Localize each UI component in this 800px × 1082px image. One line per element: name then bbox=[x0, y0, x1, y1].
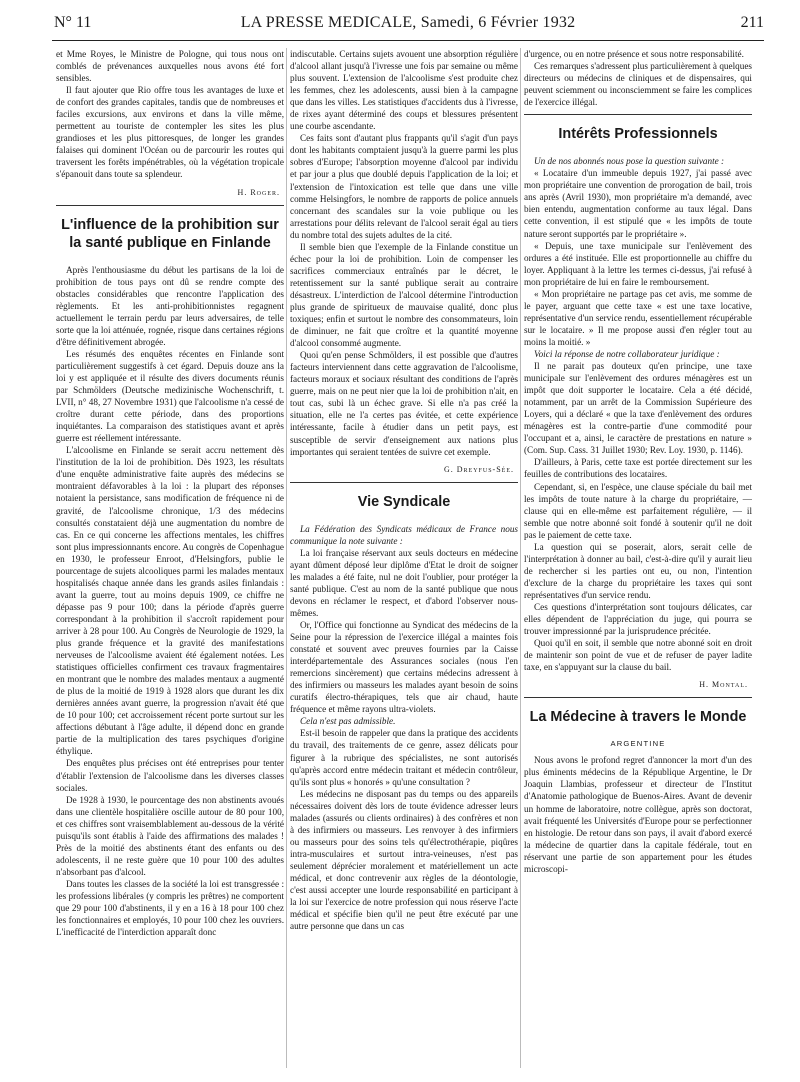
paragraph: Quoi qu'il en soit, il semble que notre abonné soit en droit de maintenir son point de vue et de refuser de payer ladite taxe, en s'appuyant sur la clause du bail. bbox=[524, 638, 752, 673]
paragraph: Nous avons le profond regret d'annoncer la mort d'un des plus éminents médecins de la République Argentine, le Dr Joaquin Llambias, professeur et directeur de l'Institut d'Anatomie pathologique de Buenos-Aires. Avant de devenir un homme de laboratoire, notre collègue, après son doctorat, avait fréquenté les Universités d'Europe pour se perfectionner en histologie. De retour dans son pays, il avait d'abord exercé la médecine de quartier dans la capitale fédérale, tout en réservant une partie de son appartement pour les études microscopi- bbox=[524, 755, 752, 874]
paragraph: Ces questions d'interprétation sont toujours délicates, car elles dépendent de l'appréciation du juge, qui pourra se trouver impressionné par la jurisprudence précitée. bbox=[524, 601, 752, 637]
paragraph: « Depuis, une taxe municipale sur l'enlèvement des ordures a été instituée. Elle est proportionnelle au chiffre du loyer. Appliquant à la lettre les termes ci-dessus, j'ai refusé à mon propriétaire de lui en faire le remboursement. bbox=[524, 240, 752, 287]
column-divider bbox=[286, 48, 287, 1068]
page-number: 211 bbox=[740, 14, 764, 31]
paragraph: Des enquêtes plus précises ont été entreprises pour tenter d'établir l'extension de l'alcoolisme dans les diverses classes sociales. bbox=[56, 758, 284, 793]
paragraph: L'alcoolisme en Finlande se serait accru nettement dès l'institution de la loi de prohibition. Dès 1923, les résultats d'une enquête administrative faite auprès des médecins se montraient défavorables à la loi : la plupart des réponses notaient la persistance, sans modification de fréquence ni de gravité, de l'alcoolisme chronique, 1/3 des médecins consultés constataient déjà une augmentation du nombre de cas. En ce qui concerne les affections mentales, les chiffres sont plus impressionnants encore. Au congrès de Copenhague en 1930, le professeur Enroot, d'Helsingfors, publie le pourcentage de sujets alcooliques parmi les malades mentaux hospitalisés chaque année dans les grands asiles finlandais : avant la guerre, tout au moins depuis 1909, ce chiffre ne dépasse pas 9 pour 100; dans la période d'après guerre correspondant à la prohibition il s'accroît rapidement pour arriver à 28 pour 100. Au Congrès de Neurologie de 1929, la plus grande fréquence et la gravité des manifestations nerveuses de l'alcoolisme avaient été également notées. Les statistiques officielles confirment ces travaux fragmentaires en montrant que le nombre des malades mentaux a augmenté de plus de la moitié de 1919 à 1928 alors que durant les dix dernières années avant guerre, la progression n'avait été que de 10 pour 100; cet accroissement récent porte surtout sur les affections débutant à l'âge adulte, il dépend donc en grande partie de la multiplication des tares psychiques d'origine éthylique. bbox=[56, 445, 284, 757]
issue-number: N° 11 bbox=[54, 14, 92, 31]
section-divider bbox=[290, 482, 518, 483]
column-1 bbox=[56, 48, 284, 1074]
paragraph: d'urgence, ou en notre présence et sous notre responsabilité. bbox=[524, 49, 744, 59]
section-divider bbox=[56, 205, 284, 206]
signature: H. Roger. bbox=[237, 187, 280, 197]
paragraph: Après l'enthousiasme du début les partisans de la loi de prohibition de tous pays ont dû se rendre compte des obstacles considérables que rencontre l'application des règlements. Et les anti-prohibitionnistes regagnent actuellement le terrain perdu par leurs adversaires, de telle sorte que la loi atténuée, rognée, risque dans certaines régions d'être définitivement abrogée. bbox=[56, 264, 284, 347]
paragraph: et Mme Royes, le Ministre de Pologne, qui tous nous ont comblés de prévenances auxquelles nous avons été fort sensibles. bbox=[56, 49, 284, 84]
paragraph: Il semble bien que l'exemple de la Finlande constitue un échec pour la loi de prohibition. Loin de compenser les sacrifices commerciaux entraînés par le décret, le retentissement sur la santé publique serait au contraire désastreux. L'interdiction de l'alcool détermine l'introduction plus grande de spiritueux de mauvaise qualité, donc plus toxiques; enfin et surtout le nombre des consommateurs, loin de diminuer, ne fait que croître et la quantité moyenne d'alcool consommé augmente. bbox=[290, 241, 518, 349]
journal-title: LA PRESSE MEDICALE, Samedi, 6 Février 1932 bbox=[240, 14, 576, 31]
section-divider bbox=[524, 114, 752, 115]
subsection-heading: ARGENTINE bbox=[610, 739, 666, 749]
paragraph: Or, l'Office qui fonctionne au Syndicat des médecins de la Seine pour la répression de l'exercice illégal a maintes fois constaté et souvent avec preuves fournies par la Caisse interdépartementale des Assurances sociales (nous l'en remercions sincèrement) que certains médecins adressent à des infirmiers ou masseurs les malades ayant besoin de soins curatifs électro-thérapiques, tels que air chaud, haute fréquence et même rayons ultra-violets. bbox=[290, 620, 518, 715]
paragraph: Cependant, si, en l'espèce, une clause spéciale du bail met les impôts de toute nature à la charge du propriétaire, — clause qui en elle-même est parfaitement régulière, — il semble que notre abonné soit fondé à soutenir qu'il ne doit pas le paiement de cette taxe. bbox=[524, 481, 752, 540]
paragraph: De 1928 à 1930, le pourcentage des non abstinents avoués dans une clientèle hospitalière oscille autour de 80 pour 100, et ces chiffres sont vraisemblablement au-dessous de la vérité puisqu'ils sont établis à l'aide des affirmations des malades ! Près de la moitié des abstinents étant des enfants ou des adolescents, il ne reste guère que 10 pour 100 des adultes n'absorbant pas d'alcool. bbox=[56, 794, 284, 877]
intro-paragraph: La Fédération des Syndicats médicaux de France nous communique la note suivante : bbox=[290, 523, 518, 546]
paragraph: La loi française réservant aux seuls docteurs en médecine ayant dûment déposé leur diplôme d'Etat le droit de soigner les malades a été faite, nul ne doit l'oublier, pour protéger la santé publique. C'est au nom de la santé publique que nous devons en réclamer le respect, et d'abord l'observer nous-mêmes. bbox=[290, 547, 518, 618]
paragraph: Les médecins ne disposant pas du temps ou des appareils nécessaires doivent dès lors de toute évidence adresser leurs malades (assurés ou clients ordinaires) à des confrères et non à des infirmiers ou masseurs. Les renvoyer à des infirmiers ou masseurs pour des soins tels qu'électrothérapie, piqûres intra-musculaires et surtout intra-veineuses, n'est pas seulement déprécier moralement et matériellement un acte médical, et donc contrevenir aux règles de la déontologie, c'est aussi accepter une lourde responsabilité en participant à la loi sur l'exercice de notre profession qui nous réserve l'acte médical et spécifie bien qu'il ne peut être exécuté par une autre personne que dans un cas bbox=[290, 788, 518, 932]
paragraph: « Locataire d'un immeuble depuis 1927, j'ai passé avec mon propriétaire une convention de prorogation de bail, trois ans après (Avril 1930), mon propriétaire m'a demandé, avec bien entendu, augmentation conforme au taux légal. Dans cette convention, il est stipulé que « les impôts de toute nature seront supportés par le propriétaire ». bbox=[524, 168, 752, 239]
paragraph: Est-il besoin de rappeler que dans la pratique des accidents du travail, des traitements de ce genre, assez délicats pour figurer à la rubrique des spécialistes, ne sont autorisés qu'après accord entre médecin traitant et médecin contrôleur, qu'ils sont plus « honorés » qu'une consultation ? bbox=[290, 728, 518, 787]
paragraph: Les résumés des enquêtes récentes en Finlande sont particulièrement suggestifs à cet égard. Depuis douze ans la loi y est appliquée et il résulte des divers documents réunis par Schmölders (Deutsche medizinische Wochenschrift, t. LVII, n° 48, 27 Novembre 1931) que l'alcoolisme n'a cessé de croître durant cette période, dans des proportions inquiétantes. La comparaison des statistiques avant et après guerre est réellement intéressante. bbox=[56, 348, 284, 444]
section-title: La Médecine à travers le Monde bbox=[529, 709, 747, 726]
header-rule bbox=[52, 40, 764, 41]
paragraph: Il ne parait pas douteux qu'en principe, une taxe municipale sur l'enlèvement des ordures ménagères est un impôt que doit supporter le locataire. Cela a été décidé, notamment, par un arrêt de la Commission Supérieure des Loyers, qui a déclaré « que la taxe d'enlèvement des ordures ménagères est la contre-partie d'une commodité pour l'occupant et a, ainsi, le caractère de prestations en nature » (Com. Sup. Cass. 31 Juillet 1930; Rev. Loy. 1930, p. 1146). bbox=[524, 361, 752, 456]
column-2 bbox=[290, 48, 518, 1074]
section-title: Intérêts Professionnels bbox=[558, 126, 718, 143]
intro-paragraph: Voici la réponse de notre collaborateur juridique : bbox=[534, 348, 720, 359]
section-divider bbox=[524, 697, 752, 698]
paragraph: Il faut ajouter que Rio offre tous les avantages de luxe et de confort des grandes capitales, tandis que de nombreuses et faciles excursions, aux environs et dans la ville même, permettent au touriste de contempler les sites les plus grandioses et les plus pittoresques, de longer les grandes falaises qui dominent l'Océan ou de parcourir les routes qui traversent les forêts impénétrables, où la végétation tropicale s'épanouit dans toute sa splendeur. bbox=[56, 85, 284, 180]
paragraph: « Mon propriétaire ne partage pas cet avis, me somme de le payer, arguant que cette taxe « est une taxe locative, représentative d'un service rendu, essentiellement récupérable sur le locataire. » Il me propose aussi d'en régler tout au moins la moitié. » bbox=[524, 288, 752, 347]
column-3 bbox=[524, 48, 752, 1074]
paragraph: Dans toutes les classes de la société la loi est transgressée : les professions libérales (y compris les prêtres) ne comportent que 29 pour 100 d'abstinents, il y en a 16 à 18 pour 100 chez les fonctionnaires et employés, 10 pour 100 chez les ouvriers. L'inefficacité de l'interdiction apparaît donc bbox=[56, 878, 284, 938]
intro-paragraph: Un de nos abonnés nous pose la question suivante : bbox=[534, 156, 725, 167]
signature: H. Montal. bbox=[699, 680, 748, 690]
paragraph: Ces remarques s'adressent plus particulièrement à quelques directeurs ou médecins de cliniques et de dispensaires, qui peuvent sciemment ou inconsciemment se faire les complices de l'exercice illégal. bbox=[524, 61, 752, 108]
paragraph: La question qui se poserait, alors, serait celle de l'interprétation à donner au bail, c'est-à-dire qu'il y aurait lieu de rechercher si les parties ont eu, ou non, l'intention d'exclure de la charge du propriétaire les taxes qui sont représentatives d'un service rendu. bbox=[524, 541, 752, 600]
column-divider bbox=[520, 48, 521, 1068]
signature: G. Dreyfus-Sée. bbox=[443, 464, 514, 474]
article-title: L'influence de la prohibition sur la santé publique en Finlande bbox=[61, 216, 279, 251]
paragraph: Ces faits sont d'autant plus frappants qu'il s'agit d'un pays dont les habitants comptaient jusqu'à la guerre parmi les plus sobres d'Europe; l'absorption moyenne d'alcool par individu et par jour a plus que doublé depuis l'application de la loi; et l'extension de l'intoxication est telle que dans une ville comme Helsingfors, le nombre de rapports de police annuels concernant des scandales sur la voie publique ou les arrestations pour délits relevant de l'alcool serait égal au tiers du nombre total des sujets adultes de la cité. bbox=[290, 133, 518, 240]
paragraph: D'ailleurs, à Paris, cette taxe est portée directement sur les feuilles de contributions des locataires. bbox=[524, 457, 752, 480]
paragraph: Quoi qu'en pense Schmölders, il est possible que d'autres facteurs interviennent dans cette aggravation de l'alcoolisme, facteurs moraux et sociaux résultant des conditions de l'après guerre, mais on ne peut nier que la loi de prohibition n'ait, en tout cas, subi là un échec grave. Si elle n'a pas créé la situation, elle ne l'a certes pas évitée, et cette expérience intéressante, facile à étudier dans un petit pays, est susceptible de servir d'enseignement aux nations plus importantes qui seraient tentées de suivre cet exemple. bbox=[290, 350, 518, 457]
paragraph: Cela n'est pas admissible. bbox=[300, 716, 396, 727]
page-header bbox=[52, 14, 764, 36]
paragraph: indiscutable. Certains sujets avouent une absorption régulière d'alcool allant jusqu'à l'ivresse une fois par semaine ou même plus souvent. L'extension de l'alcoolisme s'est produite chez les femmes, chez les adolescents, aussi bien à la campagne que dans les villes. Les statistiques d'accidents dus à l'ivresse, de rixes ayant déterminé des coups et blessures présentent une courbe ascendante. bbox=[290, 49, 518, 132]
section-title: Vie Syndicale bbox=[357, 493, 451, 510]
